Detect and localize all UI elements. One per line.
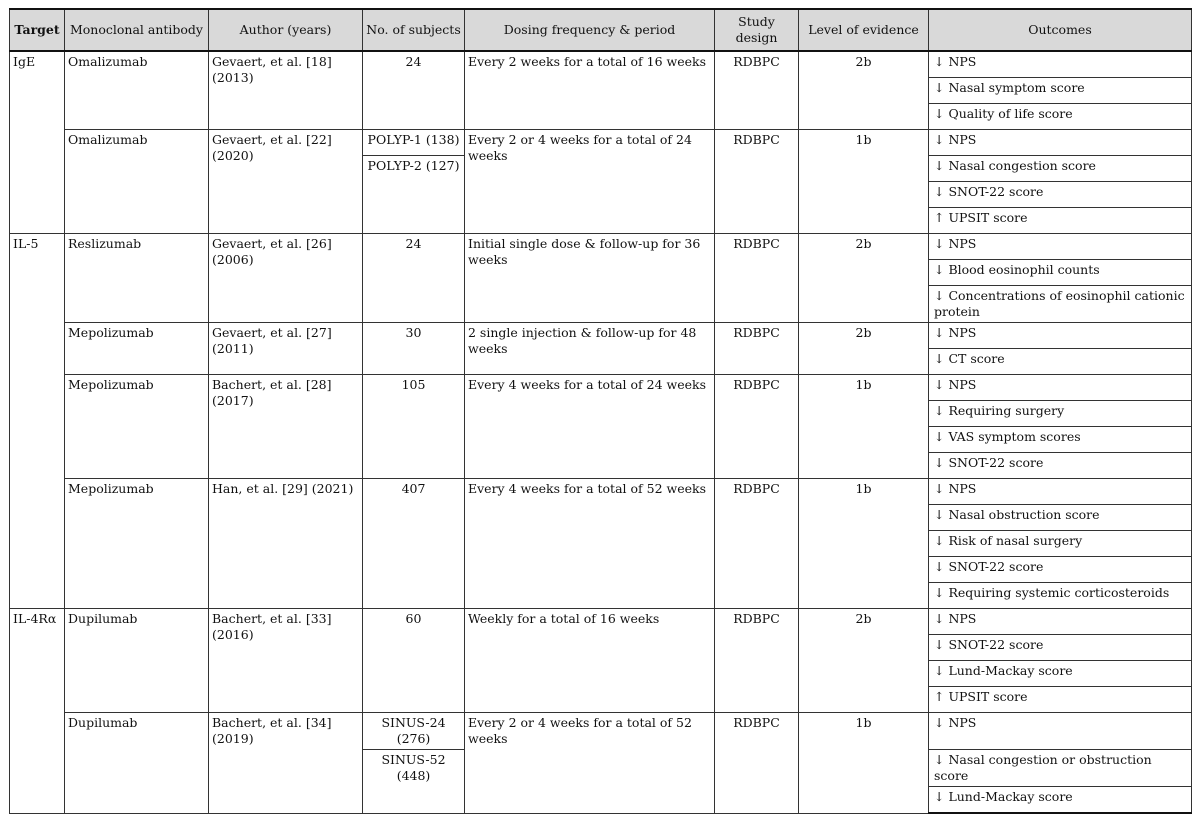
evidence-cell: 1b	[799, 375, 929, 479]
author-cell: Gevaert, et al. [26] (2006)	[209, 234, 363, 323]
target-cell: IL-4Rα	[10, 609, 65, 814]
design-cell: RDBPC	[715, 479, 799, 609]
dosing-cell: 2 single injection & follow-up for 48 weeks	[465, 323, 715, 375]
table-row	[10, 609, 1192, 635]
outcome-cell: ↓ NPS	[929, 234, 1192, 260]
outcome-cell: ↓ Concentrations of eosinophil cationic protein	[929, 286, 1192, 323]
subjects-cell: SINUS-24 (276)	[363, 713, 465, 750]
outcome-cell: ↓ NPS	[929, 51, 1192, 78]
header-dosing: Dosing frequency & period	[465, 9, 715, 51]
evidence-cell: 1b	[799, 479, 929, 609]
outcome-cell: ↓ Lund-Mackay score	[929, 661, 1192, 687]
evidence-cell: 2b	[799, 51, 929, 130]
table-body	[10, 51, 1192, 813]
design-cell: RDBPC	[715, 375, 799, 479]
subjects-cell: POLYP-1 (138)	[363, 130, 465, 156]
monoclonal-antibody-studies-table	[9, 8, 1192, 814]
dosing-cell: Every 2 or 4 weeks for a total of 24 weeks	[465, 130, 715, 234]
evidence-cell: 2b	[799, 609, 929, 713]
table-row	[10, 51, 1192, 78]
header-outcomes: Outcomes	[929, 9, 1192, 51]
author-cell: Gevaert, et al. [18] (2013)	[209, 51, 363, 130]
header-design: Study design	[715, 9, 799, 51]
outcome-cell: ↓ NPS	[929, 713, 1192, 750]
antibody-cell: Reslizumab	[65, 234, 209, 323]
subjects-cell: 407	[363, 479, 465, 609]
design-cell: RDBPC	[715, 609, 799, 713]
antibody-cell: Dupilumab	[65, 609, 209, 713]
table-row	[10, 479, 1192, 505]
outcome-cell: ↓ Nasal symptom score	[929, 78, 1192, 104]
header-evidence: Level of evidence	[799, 9, 929, 51]
table-row	[10, 375, 1192, 401]
subjects-cell: SINUS-52 (448)	[363, 750, 465, 814]
subjects-cell: 24	[363, 234, 465, 323]
author-cell: Han, et al. [29] (2021)	[209, 479, 363, 609]
design-cell: RDBPC	[715, 713, 799, 814]
target-cell: IgE	[10, 51, 65, 234]
outcome-cell: ↓ SNOT-22 score	[929, 453, 1192, 479]
header-subjects: No. of subjects	[363, 9, 465, 51]
dosing-cell: Every 2 weeks for a total of 16 weeks	[465, 51, 715, 130]
dosing-cell: Every 2 or 4 weeks for a total of 52 weeks	[465, 713, 715, 814]
outcome-cell: ↓ Lund-Mackay score	[929, 787, 1192, 814]
dosing-cell: Initial single dose & follow-up for 36 weeks	[465, 234, 715, 323]
evidence-cell: 2b	[799, 234, 929, 323]
evidence-cell: 2b	[799, 323, 929, 375]
antibody-cell: Mepolizumab	[65, 375, 209, 479]
dosing-cell: Every 4 weeks for a total of 24 weeks	[465, 375, 715, 479]
outcome-cell: ↓ Risk of nasal surgery	[929, 531, 1192, 557]
author-cell: Bachert, et al. [28] (2017)	[209, 375, 363, 479]
design-cell: RDBPC	[715, 323, 799, 375]
outcome-cell: ↓ NPS	[929, 479, 1192, 505]
outcome-cell: ↓ SNOT-22 score	[929, 182, 1192, 208]
antibody-cell: Mepolizumab	[65, 323, 209, 375]
subjects-cell: 105	[363, 375, 465, 479]
subjects-cell: 60	[363, 609, 465, 713]
subjects-cell: 30	[363, 323, 465, 375]
study-table-container	[9, 8, 1191, 814]
outcome-cell: ↓ NPS	[929, 323, 1192, 349]
outcome-cell: ↓ CT score	[929, 349, 1192, 375]
outcome-cell: ↑ UPSIT score	[929, 208, 1192, 234]
author-cell: Bachert, et al. [33] (2016)	[209, 609, 363, 713]
evidence-cell: 1b	[799, 713, 929, 814]
target-cell: IL-5	[10, 234, 65, 609]
outcome-cell: ↓ Nasal congestion or obstruction score	[929, 750, 1192, 787]
author-cell: Gevaert, et al. [22] (2020)	[209, 130, 363, 234]
dosing-cell: Weekly for a total of 16 weeks	[465, 609, 715, 713]
header-target: Target	[10, 9, 65, 51]
antibody-cell: Omalizumab	[65, 130, 209, 234]
table-row	[10, 323, 1192, 349]
antibody-cell: Omalizumab	[65, 51, 209, 130]
table-row	[10, 130, 1192, 156]
outcome-cell: ↑ UPSIT score	[929, 687, 1192, 713]
antibody-cell: Mepolizumab	[65, 479, 209, 609]
design-cell: RDBPC	[715, 130, 799, 234]
outcome-cell: ↓ NPS	[929, 609, 1192, 635]
header-author: Author (years)	[209, 9, 363, 51]
dosing-cell: Every 4 weeks for a total of 52 weeks	[465, 479, 715, 609]
outcome-cell: ↓ SNOT-22 score	[929, 557, 1192, 583]
outcome-cell: ↓ Blood eosinophil counts	[929, 260, 1192, 286]
subjects-cell: 24	[363, 51, 465, 130]
author-cell: Gevaert, et al. [27] (2011)	[209, 323, 363, 375]
evidence-cell: 1b	[799, 130, 929, 234]
author-cell: Bachert, et al. [34] (2019)	[209, 713, 363, 814]
outcome-cell: ↓ Quality of life score	[929, 104, 1192, 130]
subjects-cell: POLYP-2 (127)	[363, 156, 465, 234]
table-row	[10, 234, 1192, 260]
antibody-cell: Dupilumab	[65, 713, 209, 814]
outcome-cell: ↓ Nasal congestion score	[929, 156, 1192, 182]
outcome-cell: ↓ NPS	[929, 130, 1192, 156]
outcome-cell: ↓ SNOT-22 score	[929, 635, 1192, 661]
outcome-cell: ↓ NPS	[929, 375, 1192, 401]
header-row	[10, 9, 1192, 51]
design-cell: RDBPC	[715, 234, 799, 323]
table-row	[10, 713, 1192, 750]
outcome-cell: ↓ Requiring surgery	[929, 401, 1192, 427]
outcome-cell: ↓ VAS symptom scores	[929, 427, 1192, 453]
outcome-cell: ↓ Nasal obstruction score	[929, 505, 1192, 531]
header-antibody: Monoclonal antibody	[65, 9, 209, 51]
outcome-cell: ↓ Requiring systemic corticosteroids	[929, 583, 1192, 609]
design-cell: RDBPC	[715, 51, 799, 130]
